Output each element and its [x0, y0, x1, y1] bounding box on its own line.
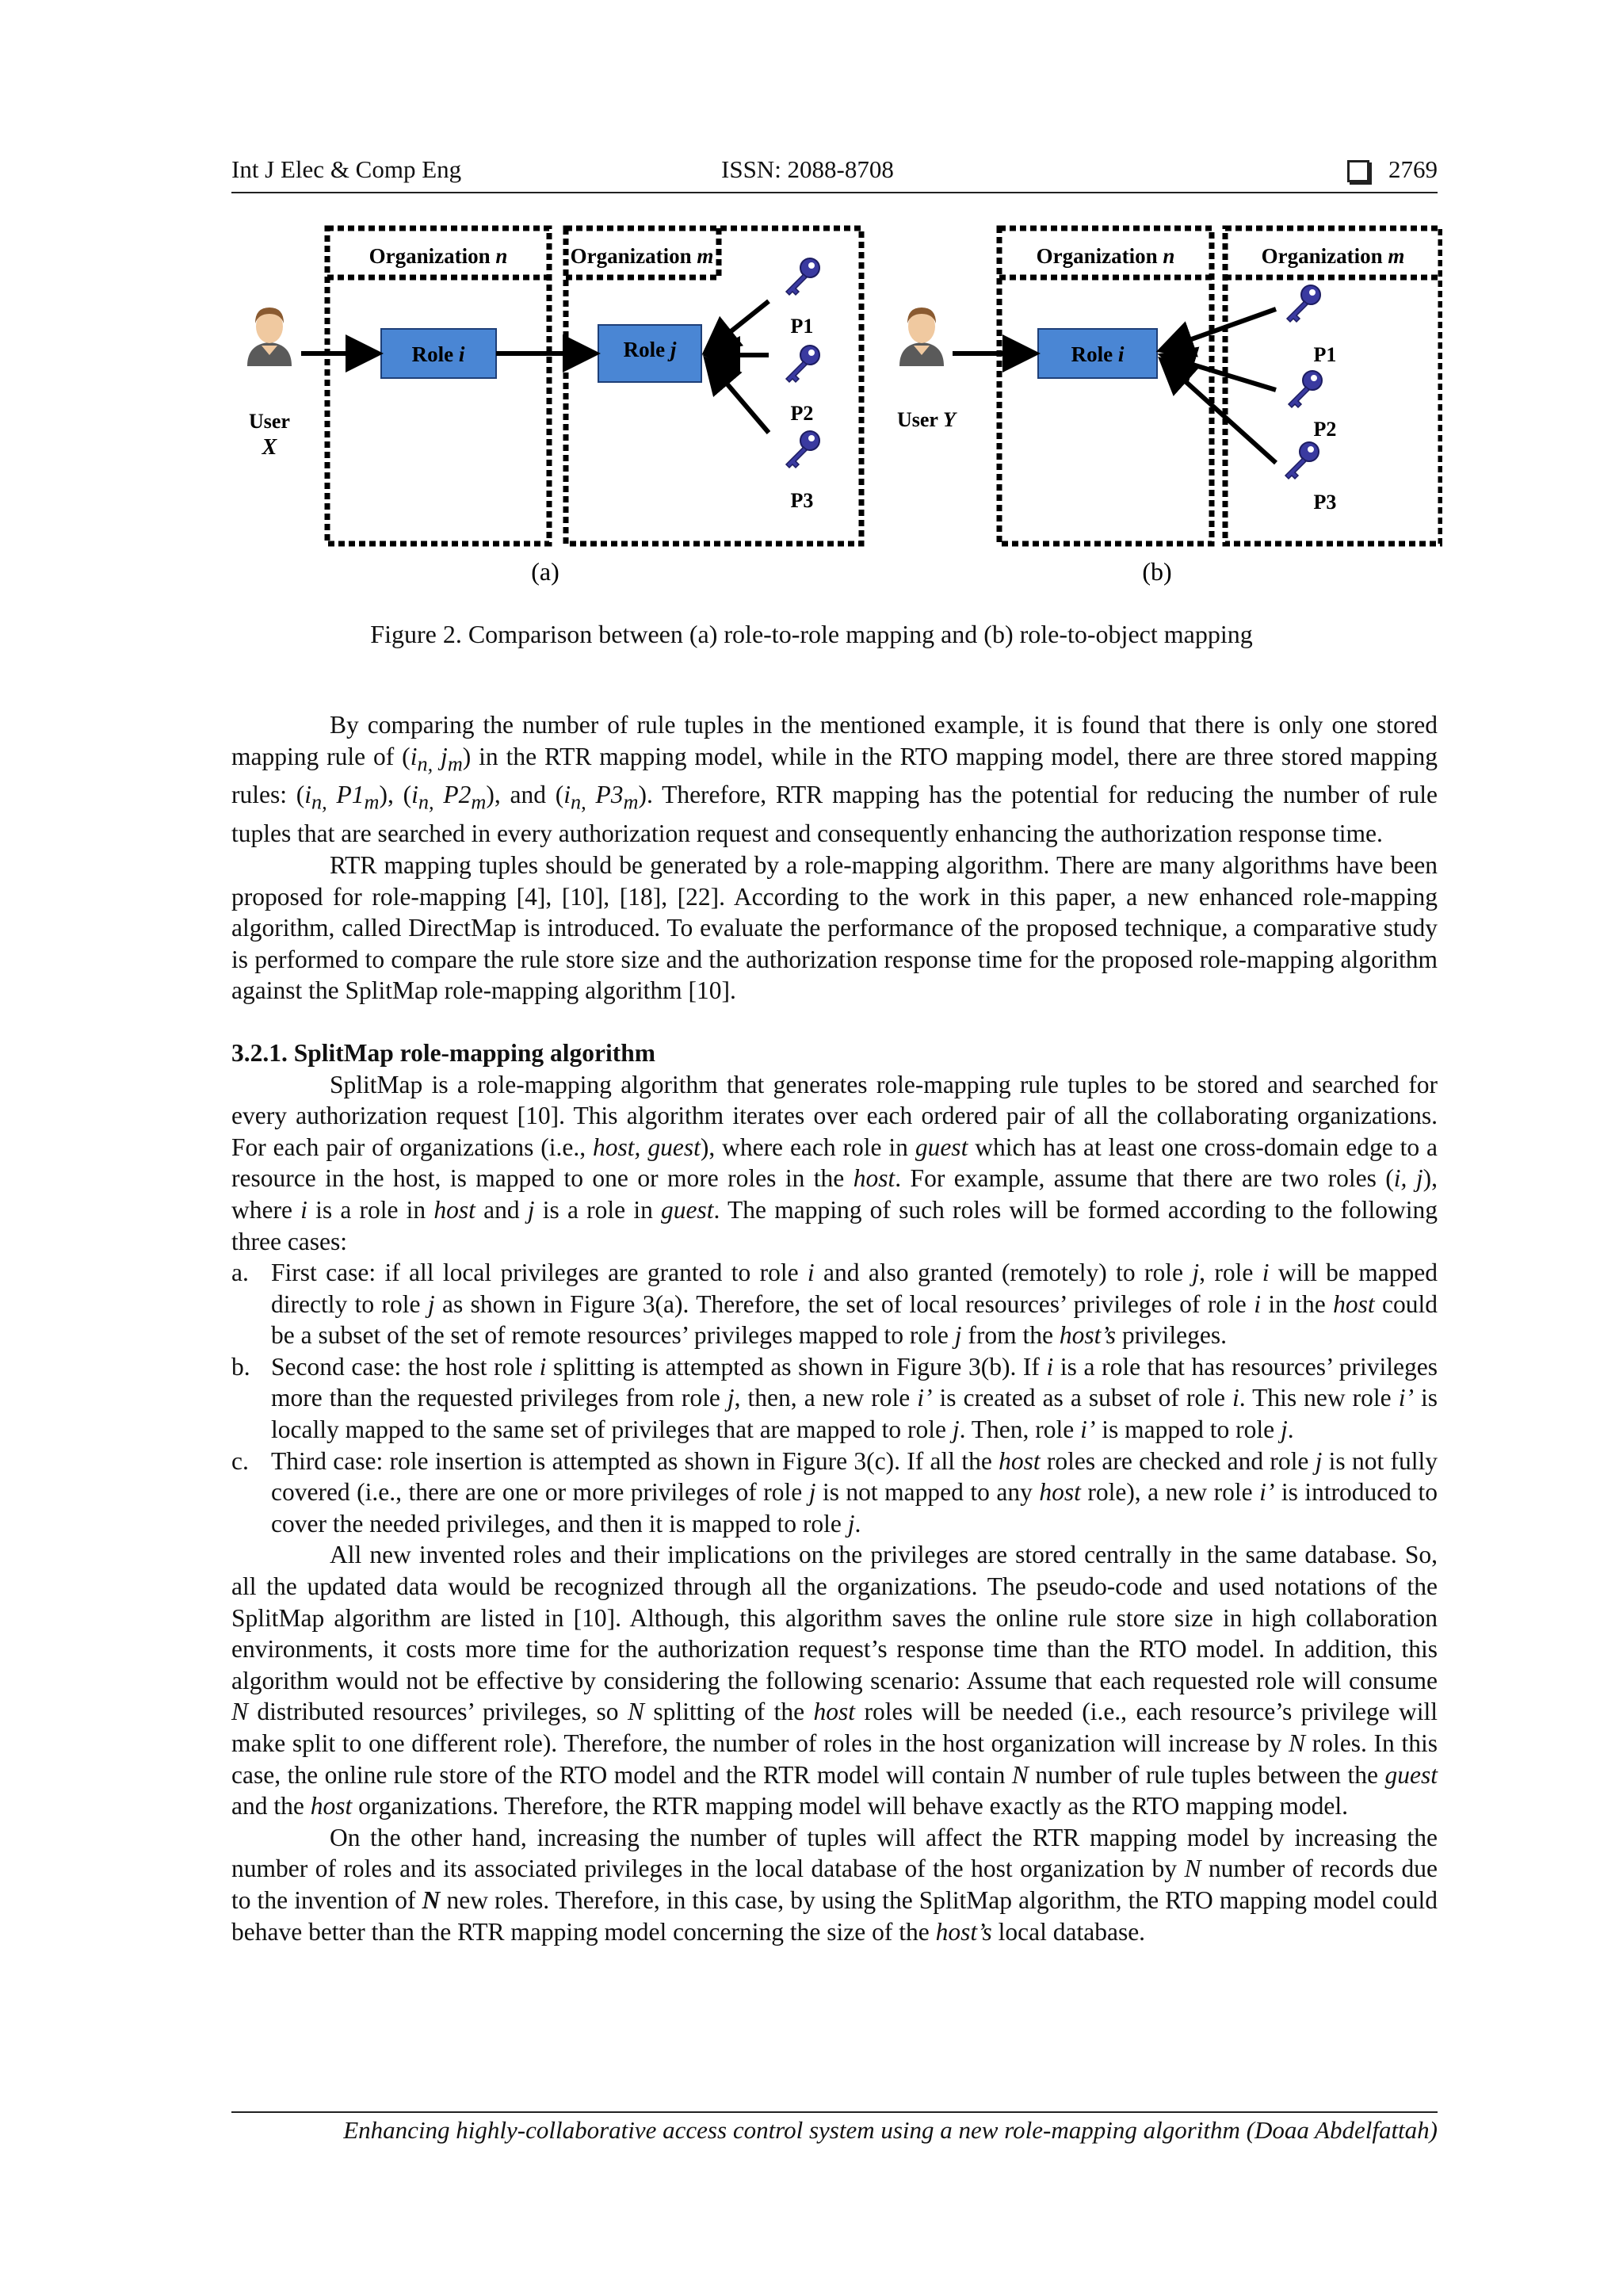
user-x-icon: [247, 308, 292, 366]
math-var: j: [433, 742, 448, 770]
emph: i: [300, 1195, 307, 1224]
emph: j: [1315, 1446, 1323, 1475]
section-heading: 3.2.1. SplitMap role-mapping algorithm: [231, 1038, 655, 1067]
panel-b: [897, 228, 1441, 586]
text-run: is a role in: [534, 1195, 662, 1224]
privilege-p1: P1: [790, 315, 814, 338]
subfigure-label-a: (a): [531, 557, 559, 586]
emph: N: [627, 1698, 644, 1726]
emph: N: [1011, 1760, 1029, 1789]
emph: i: [1254, 1289, 1261, 1318]
text-run: is locally mapped to the same set of privileges that are mapped to role: [271, 1384, 1438, 1444]
text-run: number of rule tuples between the: [1028, 1760, 1385, 1789]
text-run: All new invented roles and their implications on the privileges are stored centrally in the same database. So, all the updated data would be recognized through all the organizations. The pseudo-code and used notations of the SplitMap algorithm are listed in [10]. Although, this algorithm saves the online rule store size in high collaboration environments, it costs more time for the authorization request’s response time than the RTO model. In addition, this algorithm would not be effective by considering the following scenario: Assume that each requested role will consume: [231, 1541, 1438, 1694]
text-run: .: [854, 1509, 861, 1538]
paragraph-splitmap: [231, 1069, 1438, 1258]
text-run: as shown in Figure 3(a). Therefore, the set of local resources’ privileges of role: [434, 1289, 1254, 1318]
text-run: Third case: role insertion is attempted as shown in Figure 3(c). If all the: [271, 1446, 999, 1475]
issn: ISSN: 2088-8708: [721, 155, 894, 183]
user-y-label: User Y: [897, 408, 956, 431]
emph: j: [1192, 1259, 1200, 1287]
arrow-p3-to-role-j: [709, 363, 769, 433]
list-marker: c.: [231, 1446, 249, 1475]
emph: guest: [661, 1195, 714, 1224]
running-header: [231, 152, 1438, 193]
text-run: ), where: [231, 1164, 1438, 1224]
privilege-p2: P2: [790, 402, 814, 425]
emph: i: [1262, 1259, 1270, 1287]
math-var: i: [304, 781, 312, 809]
emph: j: [727, 1384, 735, 1412]
math-var: i: [411, 781, 418, 809]
emph: i, j: [1393, 1164, 1423, 1193]
privilege-p2-b: P2: [1313, 418, 1337, 441]
emph: host, guest: [593, 1133, 701, 1161]
text-run: could be a subset of the set of remote resources’ privileges mapped to role: [271, 1289, 1438, 1350]
square-icon: [1347, 160, 1369, 182]
emph: i’: [1259, 1478, 1275, 1507]
subfigure-label-b: (b): [1142, 557, 1172, 586]
text-run: privileges.: [1116, 1321, 1228, 1350]
math-sub: n,: [571, 790, 586, 814]
emph: j: [1280, 1415, 1288, 1444]
emph: i’: [1080, 1415, 1096, 1444]
text-run: ) in the RTR mapping model, while in the RTO mapping model, there are three stored mapping rules: (: [231, 742, 1438, 809]
emph: host: [813, 1698, 856, 1726]
emph: host: [999, 1446, 1041, 1475]
math-sub: m: [471, 790, 487, 814]
text-run: , then, a new role: [734, 1384, 918, 1412]
text-run: ), where each role in: [700, 1133, 915, 1161]
emph: j: [847, 1509, 855, 1538]
key-icon: [1287, 285, 1320, 322]
emph: i: [1046, 1352, 1054, 1381]
text-run: is not fully covered (i.e., there are one or more privileges of role: [271, 1446, 1438, 1507]
emph: N: [422, 1885, 441, 1914]
text-run: organizations. Therefore, the RTR mapping model will behave exactly as the RTO mapping model.: [352, 1792, 1349, 1820]
emph: N: [1289, 1729, 1306, 1757]
role-i-label-b: Role i: [1071, 342, 1125, 366]
emph: j: [527, 1195, 535, 1224]
text-run: , role: [1199, 1259, 1262, 1287]
text-run: which has at least one cross-domain edge to a resource in the host, is mapped to one or more roles in the: [231, 1133, 1438, 1193]
page-number: 2769: [1388, 155, 1438, 183]
emph: guest: [915, 1133, 968, 1161]
emph: host’s: [935, 1917, 992, 1946]
privilege-p1-b: P1: [1313, 343, 1337, 366]
body-text: [231, 709, 1438, 1947]
text-run: ), (: [379, 781, 412, 809]
panel-a: [247, 228, 861, 586]
text-run: .: [1287, 1415, 1294, 1444]
text-run: roles. In this case, the online rule store of the RTO model and the RTR model will contain: [231, 1729, 1438, 1789]
key-icon: [1289, 371, 1322, 407]
figure-2: [222, 214, 1442, 594]
figure-2-diagram: [222, 214, 1442, 594]
text-run: and also granted (remotely) to role: [814, 1259, 1193, 1287]
role-j-label: Role j: [623, 338, 677, 361]
text-run: new roles. Therefore, in this case, by using the SplitMap algorithm, the RTO mapping model could behave better than the RTR mapping model concerning the size of the: [231, 1885, 1438, 1946]
key-icon: [786, 431, 819, 468]
org-m-title: Organization m: [570, 244, 714, 268]
arrow-p1-to-role-j: [709, 301, 769, 349]
text-run: distributed resources’ privileges, so: [248, 1698, 628, 1726]
text-run: SplitMap is a role-mapping algorithm that generates role-mapping rule tuples to be stored and searched for every authorization request [10]. This algorithm iterates over each ordered pair of all the collaborating organizations. For each pair of organizations (i.e.,: [231, 1070, 1438, 1161]
emph: j: [954, 1321, 962, 1350]
list-item: [231, 1351, 1438, 1446]
text-run: and: [475, 1195, 528, 1224]
text-run: ). Therefore, RTR mapping has the potential for reducing the number of rule tuples that are searched in every authorization request and consequently enhancing the authorization response time.: [231, 781, 1438, 848]
math-sub: m: [364, 790, 380, 814]
role-i-label: Role i: [411, 342, 465, 366]
text-run: is introduced to cover the needed privileges, and then it is mapped to role: [271, 1478, 1438, 1538]
math-sub: n,: [418, 790, 434, 814]
user-y-icon: [899, 308, 944, 366]
figure-caption: Figure 2. Comparison between (a) role-to-role mapping and (b) role-to-object mapping: [370, 620, 1253, 648]
math-var: P2: [433, 781, 472, 809]
list-item: [231, 1257, 1438, 1351]
emph: i’: [917, 1384, 933, 1412]
text-run: is not mapped to any: [815, 1478, 1040, 1507]
arrow-p2-to-role-i: [1167, 357, 1276, 390]
text-run: role), a new role: [1080, 1478, 1260, 1507]
org-n-title-b: Organization n: [1036, 244, 1175, 268]
emph: j: [427, 1289, 435, 1318]
emph: j: [952, 1415, 960, 1444]
emph: i: [1232, 1384, 1239, 1412]
text-run: is a role that has resources’ privileges more than the requested privileges from role: [271, 1352, 1438, 1412]
paragraph-other-hand: [231, 1822, 1438, 1947]
user-x-label: User: [249, 410, 290, 433]
emph: host: [1039, 1478, 1081, 1507]
text-run: from the: [961, 1321, 1060, 1350]
text-run: On the other hand, increasing the number of tuples will affect the RTR mapping model by increasing the number of roles and its associated privileges in the local database of the host organization by: [231, 1823, 1438, 1883]
user-x-var: X: [262, 435, 277, 460]
privilege-p3-b: P3: [1313, 491, 1337, 514]
text-run: number of records due to the invention of: [231, 1855, 1438, 1914]
emph: host: [1333, 1289, 1375, 1318]
list-marker: b.: [231, 1352, 250, 1381]
emph: host: [310, 1792, 353, 1820]
privilege-p3: P3: [790, 489, 814, 512]
journal-name: Int J Elec & Comp Eng: [231, 155, 462, 183]
text-run: splitting of the: [643, 1698, 814, 1726]
text-run: ), and (: [486, 781, 564, 809]
math-var: i: [563, 781, 571, 809]
math-var: P3: [586, 781, 624, 809]
math-sub: m: [447, 751, 463, 775]
text-run: will be mapped directly to role: [271, 1259, 1438, 1318]
text-run: First case: if all local privileges are granted to role: [271, 1259, 808, 1287]
running-footer: Enhancing highly-collaborative access control system using a new role-mapping algorithm (Doaa Abdelfattah): [231, 2111, 1438, 2145]
text-run: . For example, assume that there are two roles (: [895, 1164, 1394, 1193]
org-m-title-b: Organization m: [1261, 244, 1405, 268]
text-run: . The mapping of such roles will be formed according to the following three cases:: [231, 1195, 1438, 1255]
emph: guest: [1384, 1760, 1438, 1789]
paragraph-invented-roles: [231, 1539, 1438, 1821]
text-run: roles are checked and role: [1040, 1446, 1316, 1475]
text-run: . Then, role: [959, 1415, 1081, 1444]
text-run: splitting is attempted as shown in Figure 3(b). If: [546, 1352, 1047, 1381]
emph: j: [808, 1478, 816, 1507]
text-run: roles will be needed (i.e., each resource’s privilege will make split to one different role). Therefore, the number of roles in the host organization will increase by: [231, 1698, 1438, 1757]
text-run: By comparing the number of rule tuples in the mentioned example, it is found that there is only one stored mapping rule of (: [231, 711, 1438, 770]
emph: host’s: [1059, 1321, 1117, 1350]
key-icon: [786, 346, 819, 382]
list-item: [231, 1446, 1438, 1540]
paragraph-rtr-tuples: RTR mapping tuples should be generated by a role-mapping algorithm. There are many algorithms have been proposed for role-mapping [4], [10], [18], [22]. According to the work in this paper, a new enhanced role-mapping algorithm, called DirectMap is introduced. To evaluate the performance of the proposed technique, a comparative study is performed to compare the rule store size and the authorization response time for the proposed role-mapping algorithm against the SplitMap role-mapping algorithm [10].: [231, 850, 1438, 1005]
text-run: local database.: [991, 1917, 1146, 1946]
cases-list: [231, 1257, 1438, 1539]
emph: N: [231, 1698, 249, 1726]
emph: i’: [1398, 1384, 1414, 1412]
arrow-p3-to-role-i: [1165, 363, 1276, 463]
emph: i: [807, 1259, 815, 1287]
org-n-title: Organization n: [369, 244, 508, 268]
text-run: in the: [1260, 1289, 1334, 1318]
text-run: . This new role: [1239, 1384, 1399, 1412]
key-icon: [786, 258, 819, 295]
math-var: i: [410, 742, 418, 770]
text-run: is a role in: [307, 1195, 434, 1224]
math-var: P1: [327, 781, 365, 809]
emph: host: [433, 1195, 475, 1224]
paragraph-rule-tuples: [231, 709, 1438, 850]
arrow-p1-to-role-i: [1165, 309, 1276, 349]
math-sub: n,: [417, 751, 433, 775]
text-run: is mapped to role: [1095, 1415, 1281, 1444]
list-marker: a.: [231, 1259, 249, 1287]
text-run: is created as a subset of role: [932, 1384, 1232, 1412]
text-run: and the: [231, 1792, 311, 1820]
math-sub: n,: [311, 790, 327, 814]
math-sub: m: [623, 790, 639, 814]
emph: i: [539, 1352, 547, 1381]
emph: N: [1184, 1855, 1201, 1883]
key-icon: [1285, 442, 1319, 479]
emph: host: [853, 1164, 896, 1193]
text-run: Second case: the host role: [271, 1352, 540, 1381]
